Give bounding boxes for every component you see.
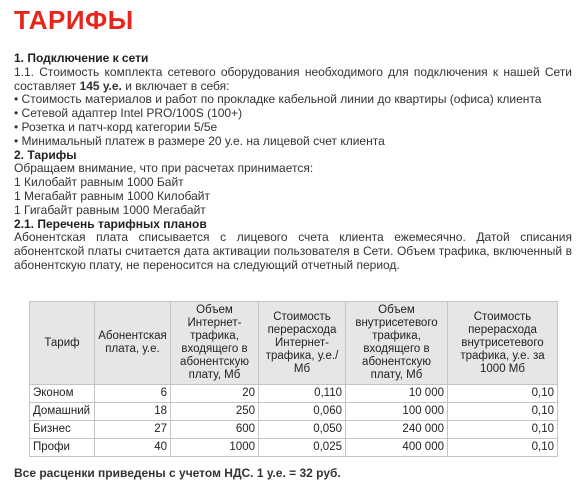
section-2-intro: Обращаем внимание, что при расчетах принимается: bbox=[14, 161, 314, 176]
equipment-price: 145 у.е. bbox=[79, 78, 122, 93]
local-volume: 240 000 bbox=[346, 421, 448, 439]
table-row bbox=[30, 421, 558, 439]
header-local-overuse-cost: Стоимость перерасхода внутрисетевого трафика, у.е. за 1000 Мб bbox=[448, 302, 558, 385]
header-internet-volume: Объем Интернет-трафика, входящего в абонентскую плату, Мб bbox=[171, 302, 259, 385]
page-title: ТАРИФЫ bbox=[14, 5, 134, 35]
internet-overuse-cost: 0,110 bbox=[259, 385, 346, 403]
header-tariff: Тариф bbox=[30, 302, 95, 385]
internet-volume: 250 bbox=[171, 403, 259, 421]
unit-definition: 1 Мегабайт равным 1000 Килобайт bbox=[14, 188, 210, 203]
internet-overuse-cost: 0,025 bbox=[259, 439, 346, 457]
tariff-name: Бизнес bbox=[30, 421, 95, 439]
unit-definition: 1 Килобайт равным 1000 Байт bbox=[14, 175, 184, 190]
included-item: • Сетевой адаптер Intel PRO/100S (100+) bbox=[14, 106, 243, 121]
section-2-1-heading: 2.1. Перечень тарифных планов bbox=[14, 216, 207, 231]
internet-volume: 1000 bbox=[171, 439, 259, 457]
monthly-fee: 27 bbox=[95, 421, 171, 439]
monthly-fee: 6 bbox=[95, 385, 171, 403]
section-2-heading: 2. Тарифы bbox=[14, 147, 77, 162]
tariffs-description bbox=[14, 52, 572, 273]
equipment-cost-text: 1.1. Стоимость комплекта сетевого оборудования необходимого для подключения к нашей Сети составляет bbox=[14, 64, 572, 93]
tariff-name: Домашний bbox=[30, 403, 95, 421]
vat-note: Все расценки приведены с учетом НДС. 1 у.е. = 32 руб. bbox=[14, 466, 341, 480]
table-row bbox=[30, 403, 558, 421]
included-item: • Розетка и патч-корд категории 5/5е bbox=[14, 119, 218, 134]
internet-volume: 600 bbox=[171, 421, 259, 439]
local-volume: 10 000 bbox=[346, 385, 448, 403]
section-1-heading: 1. Подключение к сети bbox=[14, 51, 149, 65]
tariff-table bbox=[29, 301, 558, 457]
table-row bbox=[30, 385, 558, 403]
internet-overuse-cost: 0,050 bbox=[259, 421, 346, 439]
tariff-name: Эконом bbox=[30, 385, 95, 403]
header-monthly-fee: Абонентская плата, у.е. bbox=[95, 302, 171, 385]
included-item: • Минимальный платеж в размере 20 у.е. на лицевой счет клиента bbox=[14, 133, 385, 148]
local-overuse-cost: 0,10 bbox=[448, 421, 558, 439]
header-internet-overuse-cost: Стоимость перерасхода Интернет-трафика, у.е./ Мб bbox=[259, 302, 346, 385]
section-1-1-text bbox=[14, 66, 572, 94]
local-overuse-cost: 0,10 bbox=[448, 403, 558, 421]
header-local-volume: Объем внутрисетевого трафика, входящего в абонентскую плату, Мб bbox=[346, 302, 448, 385]
tariff-name: Профи bbox=[30, 439, 95, 457]
monthly-fee: 40 bbox=[95, 439, 171, 457]
internet-overuse-cost: 0,060 bbox=[259, 403, 346, 421]
local-overuse-cost: 0,10 bbox=[448, 439, 558, 457]
equipment-includes-text: и включает в себя: bbox=[121, 78, 230, 93]
section-2-1-text: Абонентская плата списывается с лицевого счета клиента ежемесячно. Датой списания абонентской платы считается дата активации пользователя в Сети. Объем трафика, включенный в абонентскую плату, не переносится на следующий отчетный период. bbox=[14, 230, 572, 272]
included-item: • Стоимость материалов и работ по прокладке кабельной линии до квартиры (офиса) клиента bbox=[14, 92, 542, 107]
unit-definition: 1 Гигабайт равным 1000 Мегабайт bbox=[14, 202, 206, 217]
table-header-row bbox=[30, 302, 558, 385]
internet-volume: 20 bbox=[171, 385, 259, 403]
table-row bbox=[30, 439, 558, 457]
local-volume: 100 000 bbox=[346, 403, 448, 421]
monthly-fee: 18 bbox=[95, 403, 171, 421]
local-volume: 400 000 bbox=[346, 439, 448, 457]
local-overuse-cost: 0,10 bbox=[448, 385, 558, 403]
